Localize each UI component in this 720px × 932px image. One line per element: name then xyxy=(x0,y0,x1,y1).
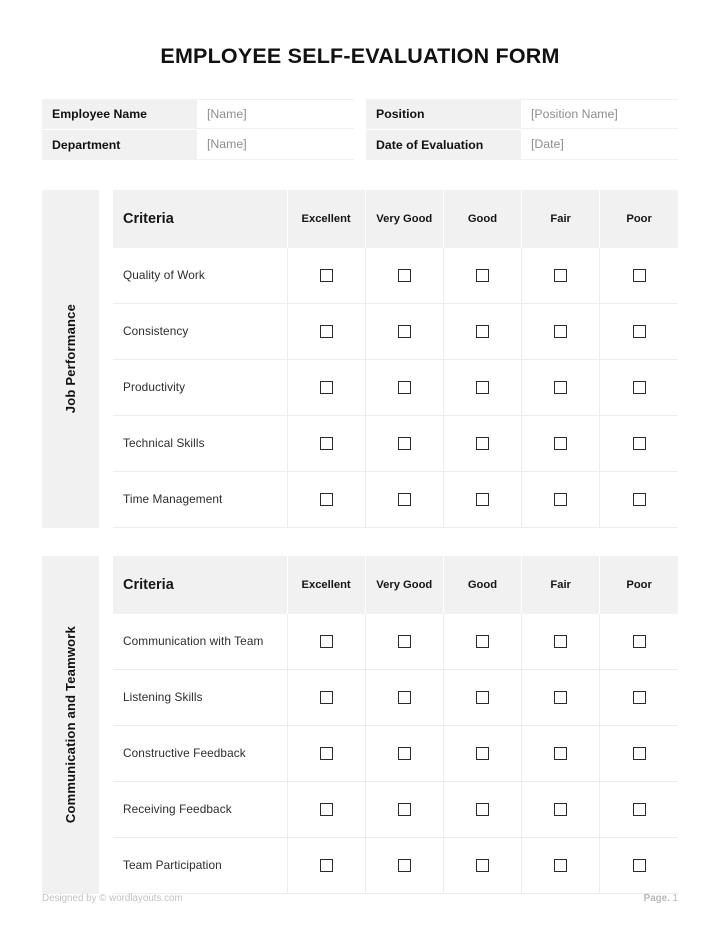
page-footer xyxy=(42,893,678,904)
position-label: Position xyxy=(366,99,521,129)
checkbox-icon[interactable] xyxy=(476,635,489,648)
rating-cell-good[interactable] xyxy=(443,837,521,893)
rating-cell-very-good[interactable] xyxy=(365,725,443,781)
section-side-label-communication-and-teamwork xyxy=(42,556,99,894)
checkbox-icon[interactable] xyxy=(476,747,489,760)
checkbox-icon[interactable] xyxy=(398,437,411,450)
rating-cell-excellent[interactable] xyxy=(287,725,365,781)
checkbox-icon[interactable] xyxy=(398,493,411,506)
header-info-right-block xyxy=(366,99,678,160)
checkbox-icon[interactable] xyxy=(554,269,567,282)
checkbox-icon[interactable] xyxy=(633,803,646,816)
rating-cell-excellent[interactable] xyxy=(287,669,365,725)
checkbox-icon[interactable] xyxy=(476,493,489,506)
checkbox-icon[interactable] xyxy=(633,325,646,338)
checkbox-icon[interactable] xyxy=(320,747,333,760)
rating-cell-very-good[interactable] xyxy=(365,614,443,670)
table-row xyxy=(113,471,678,527)
rating-cell-poor[interactable] xyxy=(600,415,678,471)
side-label-text: Job Performance xyxy=(63,304,78,414)
column-header-good: Good xyxy=(443,190,521,248)
checkbox-icon[interactable] xyxy=(320,493,333,506)
checkbox-icon[interactable] xyxy=(633,635,646,648)
table-row xyxy=(113,837,678,893)
footer-page-indicator xyxy=(644,893,678,904)
table-row xyxy=(113,248,678,304)
rating-cell-fair[interactable] xyxy=(522,248,600,304)
checkbox-icon[interactable] xyxy=(320,635,333,648)
checkbox-icon[interactable] xyxy=(476,859,489,872)
rating-cell-poor[interactable] xyxy=(600,248,678,304)
criteria-label: Constructive Feedback xyxy=(113,725,287,781)
rating-cell-fair[interactable] xyxy=(522,359,600,415)
rating-cell-excellent[interactable] xyxy=(287,248,365,304)
checkbox-icon[interactable] xyxy=(554,859,567,872)
checkbox-icon[interactable] xyxy=(633,691,646,704)
column-header-criteria: Criteria xyxy=(113,556,287,614)
checkbox-icon[interactable] xyxy=(554,437,567,450)
table-header xyxy=(113,556,678,614)
rating-cell-good[interactable] xyxy=(443,669,521,725)
rating-cell-poor[interactable] xyxy=(600,359,678,415)
position-field[interactable]: [Position Name] xyxy=(521,99,678,129)
rating-cell-good[interactable] xyxy=(443,415,521,471)
rating-cell-very-good[interactable] xyxy=(365,781,443,837)
table-row xyxy=(113,303,678,359)
checkbox-icon[interactable] xyxy=(554,635,567,648)
checkbox-icon[interactable] xyxy=(554,325,567,338)
checkbox-icon[interactable] xyxy=(398,747,411,760)
evaluation-table-communication-and-teamwork xyxy=(113,556,678,894)
footer-page-number: 1 xyxy=(672,893,678,904)
checkbox-icon[interactable] xyxy=(554,381,567,394)
checkbox-icon[interactable] xyxy=(398,269,411,282)
checkbox-icon[interactable] xyxy=(320,325,333,338)
date-of-evaluation-label: Date of Evaluation xyxy=(366,130,521,160)
table-header-row xyxy=(113,190,678,248)
footer-credit: Designed by © wordlayouts.com xyxy=(42,893,183,904)
rating-cell-excellent[interactable] xyxy=(287,303,365,359)
rating-cell-fair[interactable] xyxy=(522,614,600,670)
rating-cell-poor[interactable] xyxy=(600,303,678,359)
rating-cell-poor[interactable] xyxy=(600,781,678,837)
table-row xyxy=(113,415,678,471)
checkbox-icon[interactable] xyxy=(476,325,489,338)
column-header-fair: Fair xyxy=(522,190,600,248)
info-row-employee-name xyxy=(42,99,354,130)
criteria-label: Receiving Feedback xyxy=(113,781,287,837)
checkbox-icon[interactable] xyxy=(476,437,489,450)
checkbox-icon[interactable] xyxy=(633,381,646,394)
rating-cell-excellent[interactable] xyxy=(287,837,365,893)
checkbox-icon[interactable] xyxy=(554,747,567,760)
footer-page-prefix: Page. xyxy=(643,893,670,904)
checkbox-icon[interactable] xyxy=(398,803,411,816)
section-side-label-job-performance xyxy=(42,190,99,528)
checkbox-icon[interactable] xyxy=(398,635,411,648)
rating-cell-excellent[interactable] xyxy=(287,359,365,415)
checkbox-icon[interactable] xyxy=(398,325,411,338)
column-header-poor: Poor xyxy=(626,212,652,225)
rating-cell-fair[interactable] xyxy=(522,471,600,527)
header-info-grid xyxy=(42,99,678,160)
checkbox-icon[interactable] xyxy=(633,859,646,872)
date-of-evaluation-field[interactable]: [Date] xyxy=(521,130,678,160)
criteria-label: Listening Skills xyxy=(113,669,287,725)
column-header-very-good: Very Good xyxy=(365,556,443,614)
rating-cell-good[interactable] xyxy=(443,614,521,670)
section-job-performance xyxy=(42,190,678,528)
checkbox-icon[interactable] xyxy=(476,803,489,816)
checkbox-icon[interactable] xyxy=(554,691,567,704)
rating-cell-very-good[interactable] xyxy=(365,415,443,471)
checkbox-icon[interactable] xyxy=(320,691,333,704)
checkbox-icon[interactable] xyxy=(320,859,333,872)
side-label-text: Communication and Teamwork xyxy=(63,626,78,824)
checkbox-icon[interactable] xyxy=(633,269,646,282)
rating-cell-good[interactable] xyxy=(443,725,521,781)
header-info-left-block xyxy=(42,99,354,160)
table-row xyxy=(113,725,678,781)
checkbox-icon[interactable] xyxy=(633,493,646,506)
column-header-good: Good xyxy=(443,556,521,614)
rating-cell-good[interactable] xyxy=(443,303,521,359)
criteria-label: Technical Skills xyxy=(113,415,287,471)
table-body xyxy=(113,614,678,894)
section-communication-and-teamwork xyxy=(42,556,678,894)
rating-cell-poor[interactable] xyxy=(600,471,678,527)
column-header-excellent: Excellent xyxy=(287,556,365,614)
checkbox-icon[interactable] xyxy=(633,437,646,450)
rating-cell-very-good[interactable] xyxy=(365,837,443,893)
rating-cell-fair[interactable] xyxy=(522,781,600,837)
column-header-poor: Poor xyxy=(626,578,652,591)
rating-cell-poor[interactable] xyxy=(600,669,678,725)
rating-cell-very-good[interactable] xyxy=(365,248,443,304)
info-row-position xyxy=(366,99,678,130)
column-header-excellent: Excellent xyxy=(287,190,365,248)
table-body xyxy=(113,248,678,528)
criteria-label: Communication with Team xyxy=(113,614,287,670)
rating-cell-very-good[interactable] xyxy=(365,359,443,415)
checkbox-icon[interactable] xyxy=(320,803,333,816)
rating-cell-good[interactable] xyxy=(443,471,521,527)
rating-cell-excellent[interactable] xyxy=(287,614,365,670)
criteria-label: Productivity xyxy=(113,359,287,415)
checkbox-icon[interactable] xyxy=(476,691,489,704)
rating-cell-poor[interactable] xyxy=(600,614,678,670)
table-header xyxy=(113,190,678,248)
table-header-row xyxy=(113,556,678,614)
table-row xyxy=(113,614,678,670)
info-row-date-of-evaluation xyxy=(366,130,678,160)
rating-cell-poor[interactable] xyxy=(600,837,678,893)
rating-cell-excellent[interactable] xyxy=(287,415,365,471)
checkbox-icon[interactable] xyxy=(320,269,333,282)
evaluation-table-job-performance xyxy=(113,190,678,528)
evaluation-table-wrapper-2 xyxy=(113,556,678,894)
department-field[interactable]: [Name] xyxy=(197,130,354,160)
column-header-very-good: Very Good xyxy=(365,190,443,248)
rating-cell-poor[interactable] xyxy=(600,725,678,781)
column-header-fair: Fair xyxy=(522,556,600,614)
rating-cell-good[interactable] xyxy=(443,781,521,837)
rating-cell-fair[interactable] xyxy=(522,303,600,359)
rating-cell-excellent[interactable] xyxy=(287,471,365,527)
rating-cell-fair[interactable] xyxy=(522,669,600,725)
rating-cell-very-good[interactable] xyxy=(365,303,443,359)
checkbox-icon[interactable] xyxy=(320,381,333,394)
checkbox-icon[interactable] xyxy=(398,691,411,704)
rating-cell-good[interactable] xyxy=(443,359,521,415)
rating-cell-fair[interactable] xyxy=(522,725,600,781)
checkbox-icon[interactable] xyxy=(476,269,489,282)
rating-cell-fair[interactable] xyxy=(522,415,600,471)
table-row xyxy=(113,359,678,415)
rating-cell-very-good[interactable] xyxy=(365,669,443,725)
criteria-label: Consistency xyxy=(113,303,287,359)
checkbox-icon[interactable] xyxy=(554,803,567,816)
evaluation-table-wrapper-1 xyxy=(113,190,678,528)
department-label: Department xyxy=(42,130,197,160)
employee-name-label: Employee Name xyxy=(42,99,197,129)
info-row-department xyxy=(42,130,354,160)
criteria-label: Quality of Work xyxy=(113,248,287,304)
rating-cell-good[interactable] xyxy=(443,248,521,304)
checkbox-icon[interactable] xyxy=(554,493,567,506)
employee-name-field[interactable]: [Name] xyxy=(197,99,354,129)
column-header-criteria: Criteria xyxy=(113,190,287,248)
criteria-label: Time Management xyxy=(113,471,287,527)
checkbox-icon[interactable] xyxy=(398,381,411,394)
rating-cell-excellent[interactable] xyxy=(287,781,365,837)
rating-cell-fair[interactable] xyxy=(522,837,600,893)
checkbox-icon[interactable] xyxy=(320,437,333,450)
checkbox-icon[interactable] xyxy=(398,859,411,872)
page-title: EMPLOYEE SELF-EVALUATION FORM xyxy=(160,44,560,68)
criteria-label: Team Participation xyxy=(113,837,287,893)
table-row xyxy=(113,781,678,837)
checkbox-icon[interactable] xyxy=(476,381,489,394)
rating-cell-very-good[interactable] xyxy=(365,471,443,527)
table-row xyxy=(113,669,678,725)
checkbox-icon[interactable] xyxy=(633,747,646,760)
